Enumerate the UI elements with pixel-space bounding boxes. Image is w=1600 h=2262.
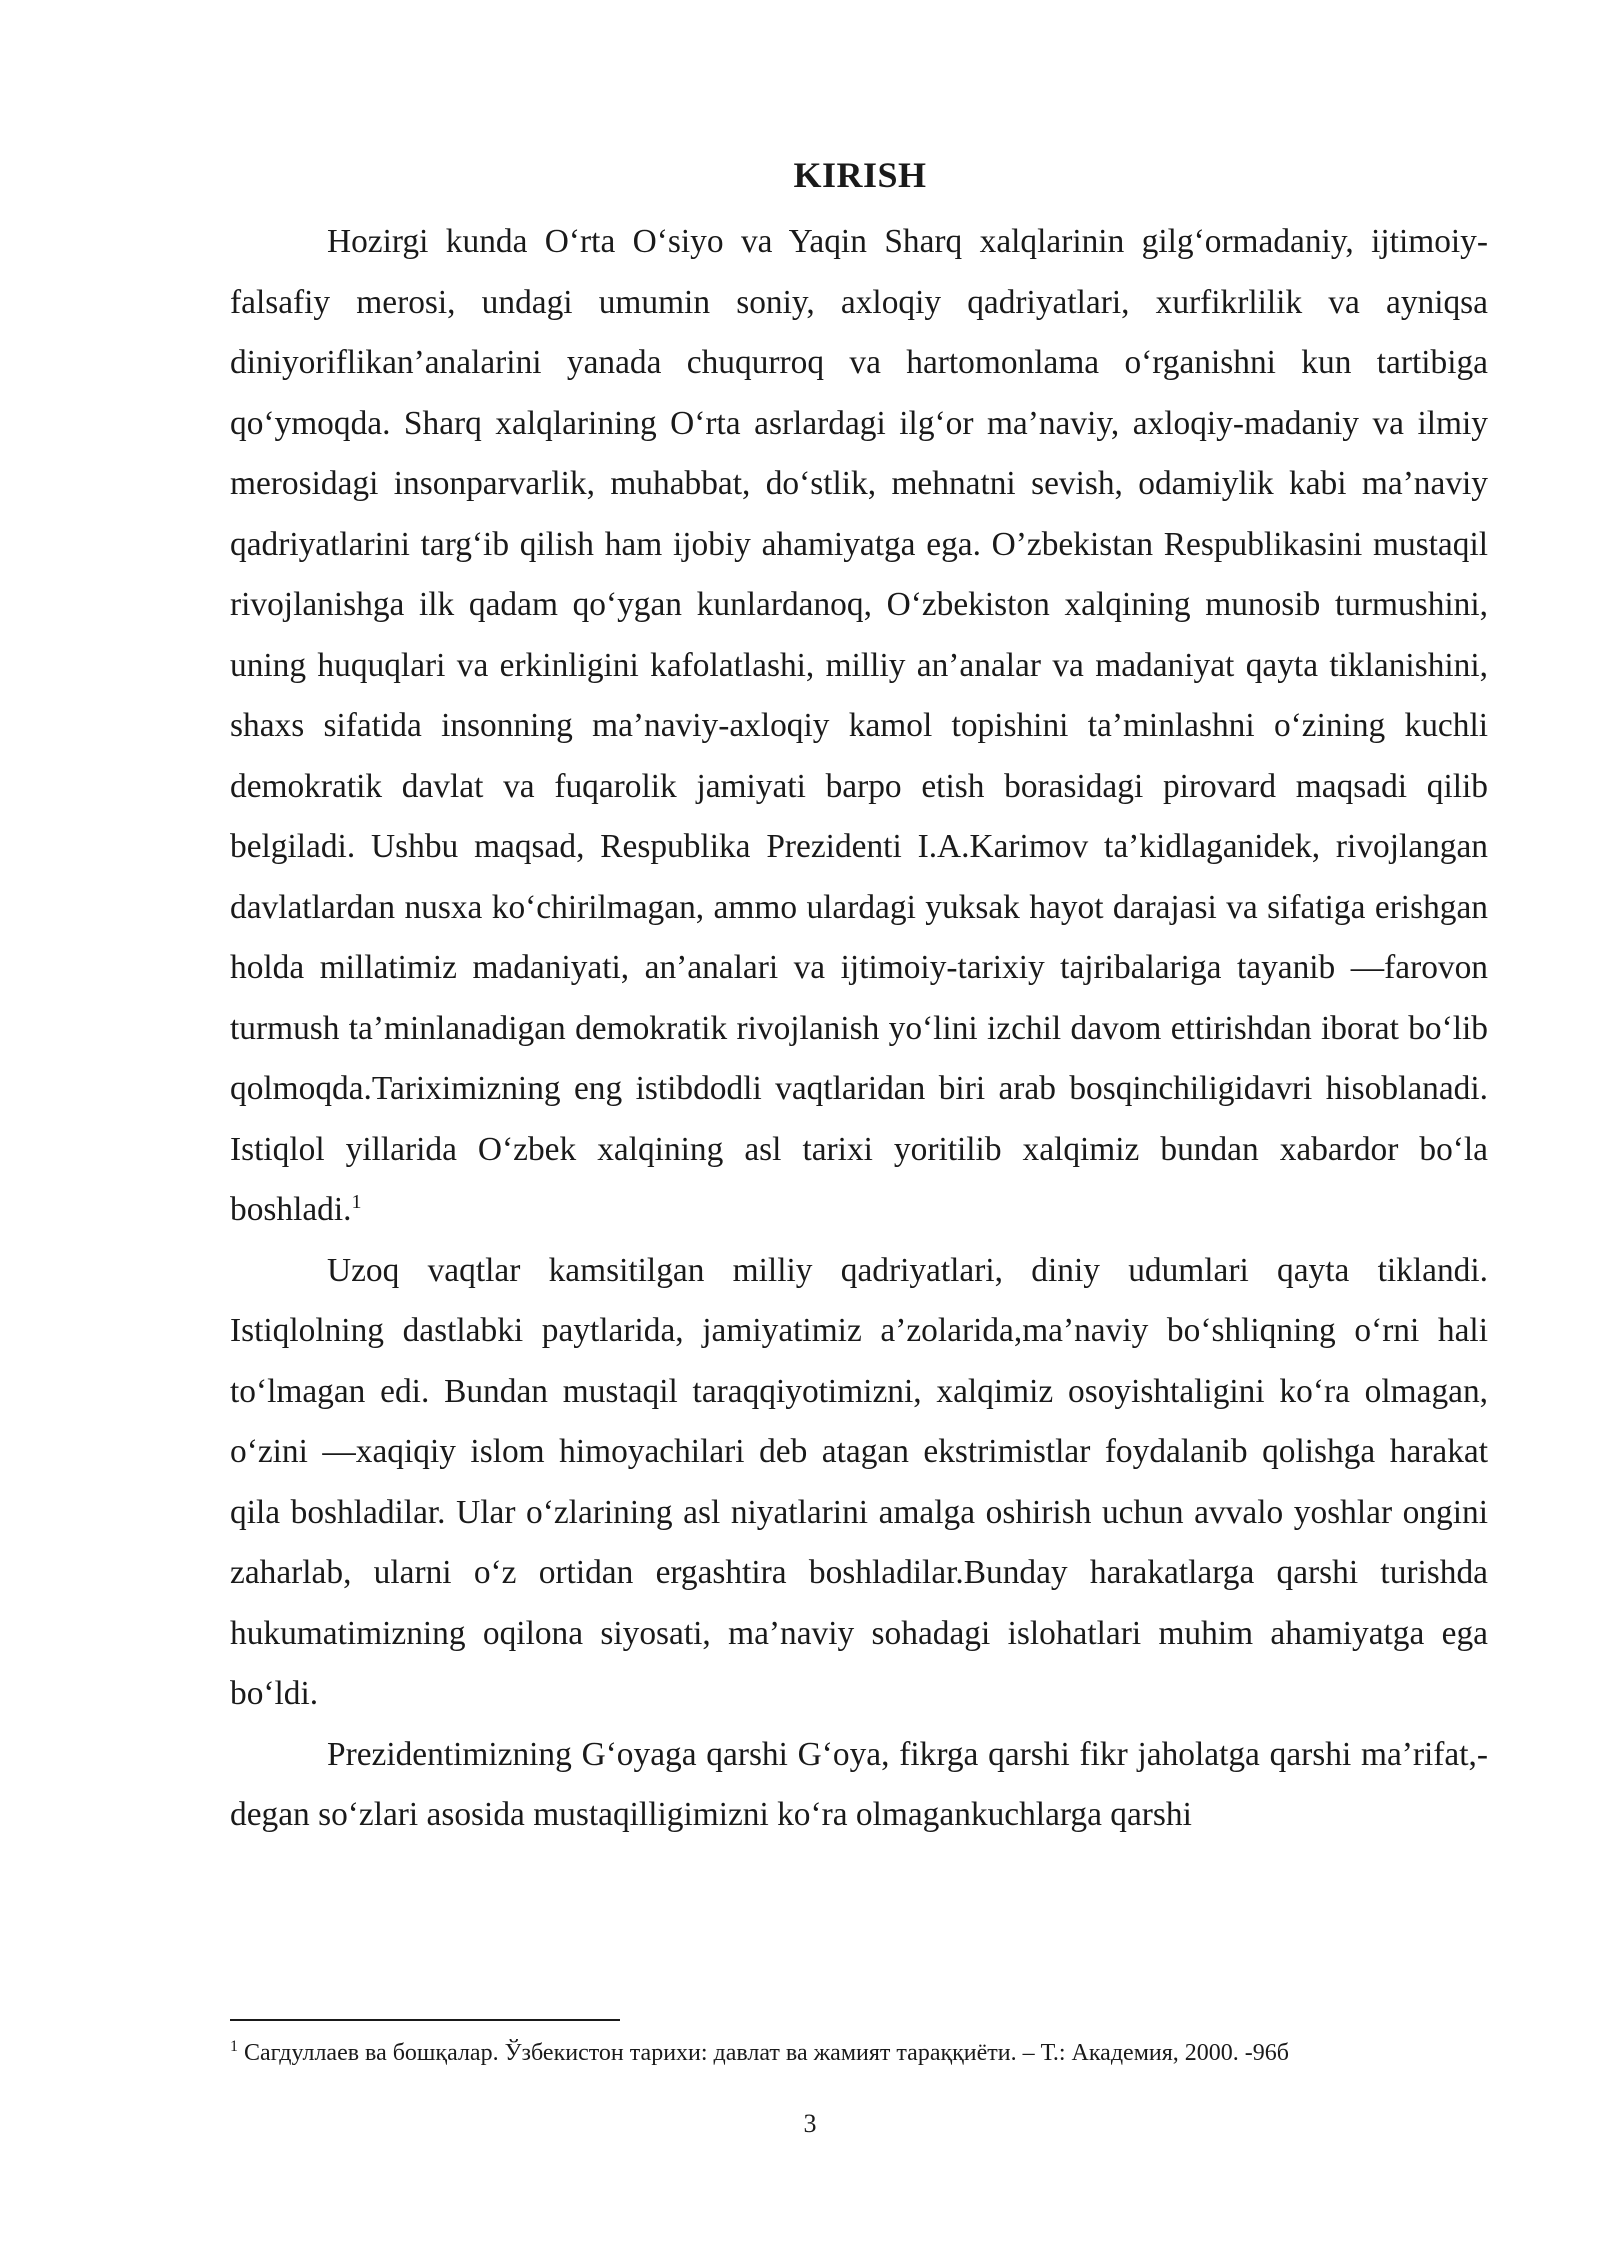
paragraph-1-text: Hozirgi kunda O‘rta O‘siyo va Yaqin Sharq xalqlarinin gilg‘ormadaniy, ijtimoiy-falsafiy merosi, undagi umumin soniy, axloqiy qadriyatlari, xurfikrlilik va ayniqsa diniyoriflikan’analarini yanada chuqurroq va hartomonlama o‘rganishni kun tartibiga qo‘ymoqda. Sharq xalqlarining O‘rta asrlardagi ilg‘or ma’naviy, axloqiy-madaniy va ilmiy merosidagi insonparvarlik, muhabbat, do‘stlik, mehnatni sevish, odamiylik kabi ma’naviy qadriyatlarini targ‘ib qilish ham ijobiy ahamiyatga ega. O’zbekistan Respublikasini mustaqil rivojlanishga ilk qadam qo‘ygan kunlardanoq, O‘zbekiston xalqining munosib turmushini, uning huquqlari va erkinligini kafolatlashi, milliy an’analar va madaniyat qayta tiklanishini, shaxs sifatida insonning ma’naviy-axloqiy kamol topishini ta’minlashni o‘zining kuchli demokratik davlat va fuqarolik jamiyati barpo etish borasidagi pirovard maqsadi qilib belgiladi. Ushbu maqsad, Respublika Prezidenti I.A.Karimov ta’kidlaganidek, rivojlangan davlatlardan nusxa ko‘chirilmagan, ammo ulardagi yuksak hayot darajasi va sifatiga erishgan holda millatimiz madaniyati, an’analari va ijtimoiy-tarixiy tajribalariga tayanib ―farovon turmush ta’minlanadigan demokratik rivojlanish yo‘lini izchil davom ettirishdan iborat bo‘lib qolmoqda.Tariximizning eng istibdodli vaqtlaridan biri arab bosqinchiligidavri hisoblanadi. Istiqlol yillarida O‘zbek xalqining asl tarixi yoritilib xalqimiz bundan xabardor bo‘la boshladi. bbox=[230, 223, 1488, 1228]
footnote-number: 1 bbox=[230, 2038, 238, 2055]
paragraph-2 bbox=[230, 1241, 1488, 1725]
paragraph-2-text: Uzoq vaqtlar kamsitilgan milliy qadriyatlari, diniy udumlari qayta tiklandi. Istiqlolning dastlabki paytlarida, jamiyatimiz a’zolarida,ma’naviy bo‘shliqning o‘rni hali to‘lmagan edi. Bundan mustaqil taraqqiyotimizni, xalqimiz osoyishtaligini ko‘ra olmagan, o‘zini ―xaqiqiy islom himoyachilari deb atagan ekstrimistlar foydalanib qolishga harakat qila boshladilar. Ular o‘zlarining asl niyatlarini amalga oshirish uchun avvalo yoshlar ongini zaharlab, ularni o‘z ortidan ergashtira boshladilar.Bunday harakatlarga qarshi turishda hukumatimizning oqilona siyosati, ma’naviy sohadagi islohatlari muhim ahamiyatga ega bo‘ldi. bbox=[230, 1251, 1488, 1712]
page-number: 3 bbox=[803, 2109, 817, 2138]
body-text bbox=[230, 212, 1488, 1846]
paragraph-3-text: Prezidentimizning G‘oyaga qarshi G‘oya, fikrga qarshi fikr jaholatga qarshi ma’rifat,- degan so‘zlari asosida mustaqilligimizni ko‘ra olmagankuchlarga qarshi bbox=[230, 1735, 1488, 1833]
footnote-separator bbox=[230, 2019, 620, 2021]
paragraph-3 bbox=[230, 1725, 1488, 1846]
footnote-reference[interactable]: 1 bbox=[351, 1190, 362, 1213]
footnote-text: Сагдуллаев ва бошқалар. Ўзбекистон тарихи: давлат ва жамият тараққиёти. – Т.: Академия, 2000. -96б bbox=[244, 2040, 1289, 2066]
footnote bbox=[230, 2036, 1530, 2070]
paragraph-1 bbox=[230, 212, 1488, 1241]
page-title: KIRISH bbox=[793, 155, 927, 195]
